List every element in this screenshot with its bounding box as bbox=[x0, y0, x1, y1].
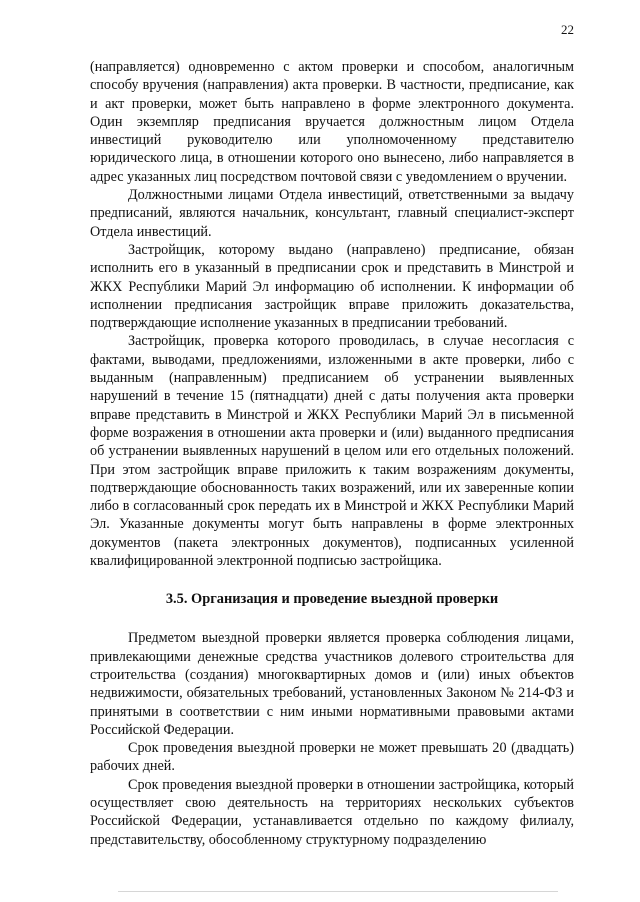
document-body bbox=[90, 58, 574, 849]
section-heading: 3.5. Организация и проведение выездной проверки bbox=[165, 591, 499, 608]
paragraph-inspection-duration: Срок проведения выездной проверки не может превышать 20 (двадцать) рабочих дней. bbox=[90, 740, 574, 775]
scan-edge-line bbox=[118, 891, 558, 892]
paragraph-responsible-officials: Должностными лицами Отдела инвестиций, ответственными за выдачу предписаний, являются начальник, консультант, главный специалист-эксперт Отдела инвестиций. bbox=[90, 187, 574, 240]
page-number: 22 bbox=[561, 22, 574, 37]
paragraph-continuation: (направляется) одновременно с актом проверки и способом, аналогичным способу вручения (направления) акта проверки. В частности, предписание, как и акт проверки, может быть направлено в форме электронного документа. Один экземпляр предписания вручается должностным лицом Отдела инвестиций руководителю или уполномоченному представителю юридического лица, в отношении которого оно вынесено, либо направляется в адрес указанных лиц посредством почтовой связи с уведомлением о вручении. bbox=[90, 59, 574, 185]
paragraph-multi-region-duration: Срок проведения выездной проверки в отношении застройщика, который осуществляет свою деятельность на территориях нескольких субъектов Российской Федерации, устанавливается отдельно по каждому филиалу, представительству, обособленному структурному подразделению bbox=[90, 776, 574, 848]
paragraph-inspection-subject: Предметом выездной проверки является проверка соблюдения лицами, привлекающими денежные средства участников долевого строительства для строительства (создания) многоквартирных домов и (или) иных объектов недвижимости, обязательных требований, установленных Законом № 214-ФЗ и принятыми в соответствии с ним иными нормативными правовыми актами Российской Федерации. bbox=[90, 630, 574, 738]
paragraph-developer-obligation: Застройщик, которому выдано (направлено) предписание, обязан исполнить его в указанный в предписании срок и представить в Минстрой и ЖКХ Республики Марий Эл информацию об исполнении. К информации об исполнении предписания застройщик вправе приложить доказательства, подтверждающие исполнение указанных в предписании требований. bbox=[90, 241, 574, 332]
paragraph-objections: Застройщик, проверка которого проводилась, в случае несогласия с фактами, выводами, предложениями, изложенными в акте проверки, либо с выданным (направленным) предписанием об устранении выявленных нарушений в течение 15 (пятнадцати) дней с даты получения акта проверки вправе представить в Минстрой и ЖКХ Республики Марий Эл в письменной форме возражения в отношении акта проверки и (или) выданного предписания об устранении выявленных нарушений в целом или его отдельных положений. При этом застройщик вправе приложить к таким возражениям документы, подтверждающие обоснованность таких возражений, или их заверенные копии либо в согласованный срок передать их в Минстрой и ЖКХ Республики Марий Эл. Указанные документы могут быть направлены в форме электронных документов (пакета электронных документов), подписанных усиленной квалифицированной электронной подписью застройщика. bbox=[90, 333, 574, 570]
